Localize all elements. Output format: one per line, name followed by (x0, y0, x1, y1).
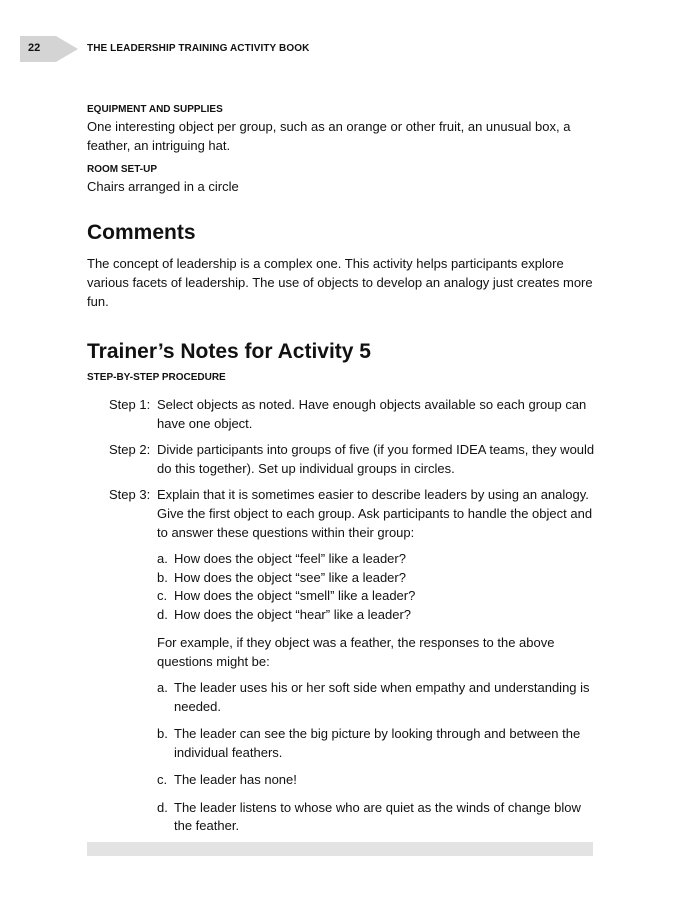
list-letter: d. (157, 799, 168, 815)
list-item (157, 550, 597, 569)
list-letter: b. (157, 569, 168, 585)
list-letter: d. (157, 606, 168, 622)
list-item (157, 569, 597, 588)
list-text: The leader has none! (174, 772, 297, 787)
list-letter: c. (157, 588, 168, 603)
list-text: How does the object “hear” like a leader? (174, 606, 412, 622)
step-text: Explain that it is sometimes easier to describe leaders by using an analogy. Give the first object to each group. Ask participants to handle the object and to answer these questions within their group: (157, 487, 593, 540)
trainer-notes-heading: Trainer’s Notes for Activity 5 (87, 340, 371, 363)
step-label: Step 1: (109, 397, 151, 412)
list-item (157, 725, 597, 762)
response-list (157, 679, 597, 836)
list-letter: a. (157, 680, 168, 695)
equipment-heading: EQUIPMENT AND SUPPLIES (87, 104, 223, 115)
equipment-text: One interesting object per group, such as an orange or other fruit, an unusual box, a feather, an intriguing hat. (87, 119, 571, 153)
list-text: How does the object “smell” like a leader? (174, 588, 416, 603)
list-item (157, 799, 597, 836)
room-setup-heading: ROOM SET-UP (87, 164, 158, 175)
step-item (109, 440, 597, 478)
list-text: How does the object “feel” like a leader? (174, 551, 406, 566)
list-letter: a. (157, 551, 168, 566)
comments-heading: Comments (87, 221, 196, 244)
list-item (157, 587, 597, 606)
example-text: For example, if they object was a feather, the responses to the above questions might be: (157, 635, 555, 669)
list-letter: b. (157, 726, 168, 741)
list-text: How does the object “see” like a leader? (174, 569, 406, 585)
list-text: The leader listens to whose who are quiet as the winds of change blow the feather. (174, 799, 581, 833)
list-item (157, 606, 597, 625)
running-title: THE LEADERSHIP TRAINING ACTIVITY BOOK (87, 43, 310, 54)
step-label: Step 3: (109, 487, 151, 502)
step-body (157, 485, 597, 845)
running-header (20, 36, 620, 62)
list-item (157, 771, 597, 790)
step-list (87, 395, 597, 845)
step-item (109, 485, 597, 845)
room-setup-text: Chairs arranged in a circle (87, 179, 239, 194)
step-text: Select objects as noted. Have enough objects available so each group can have one object. (157, 397, 587, 431)
question-list (157, 550, 597, 624)
list-item (157, 679, 597, 716)
comments-text: The concept of leadership is a complex one. This activity helps participants explore various facets of leadership. The use of objects to develop an analogy just creates more fun. (87, 256, 593, 309)
list-letter: c. (157, 772, 168, 787)
page-number: 22 (28, 42, 41, 54)
bottom-rule-bar (87, 842, 593, 856)
step-label: Step 2: (109, 442, 151, 457)
step-text: Divide participants into groups of five (if you formed IDEA teams, they would do this together). Set up individual groups in circles. (157, 442, 595, 476)
list-text: The leader can see the big picture by looking through and between the individual feathers. (174, 726, 581, 760)
list-text: The leader uses his or her soft side when empathy and understanding is needed. (174, 680, 590, 714)
procedure-heading: STEP-BY-STEP PROCEDURE (87, 372, 226, 383)
step-item (109, 395, 597, 433)
page-content (87, 103, 597, 852)
